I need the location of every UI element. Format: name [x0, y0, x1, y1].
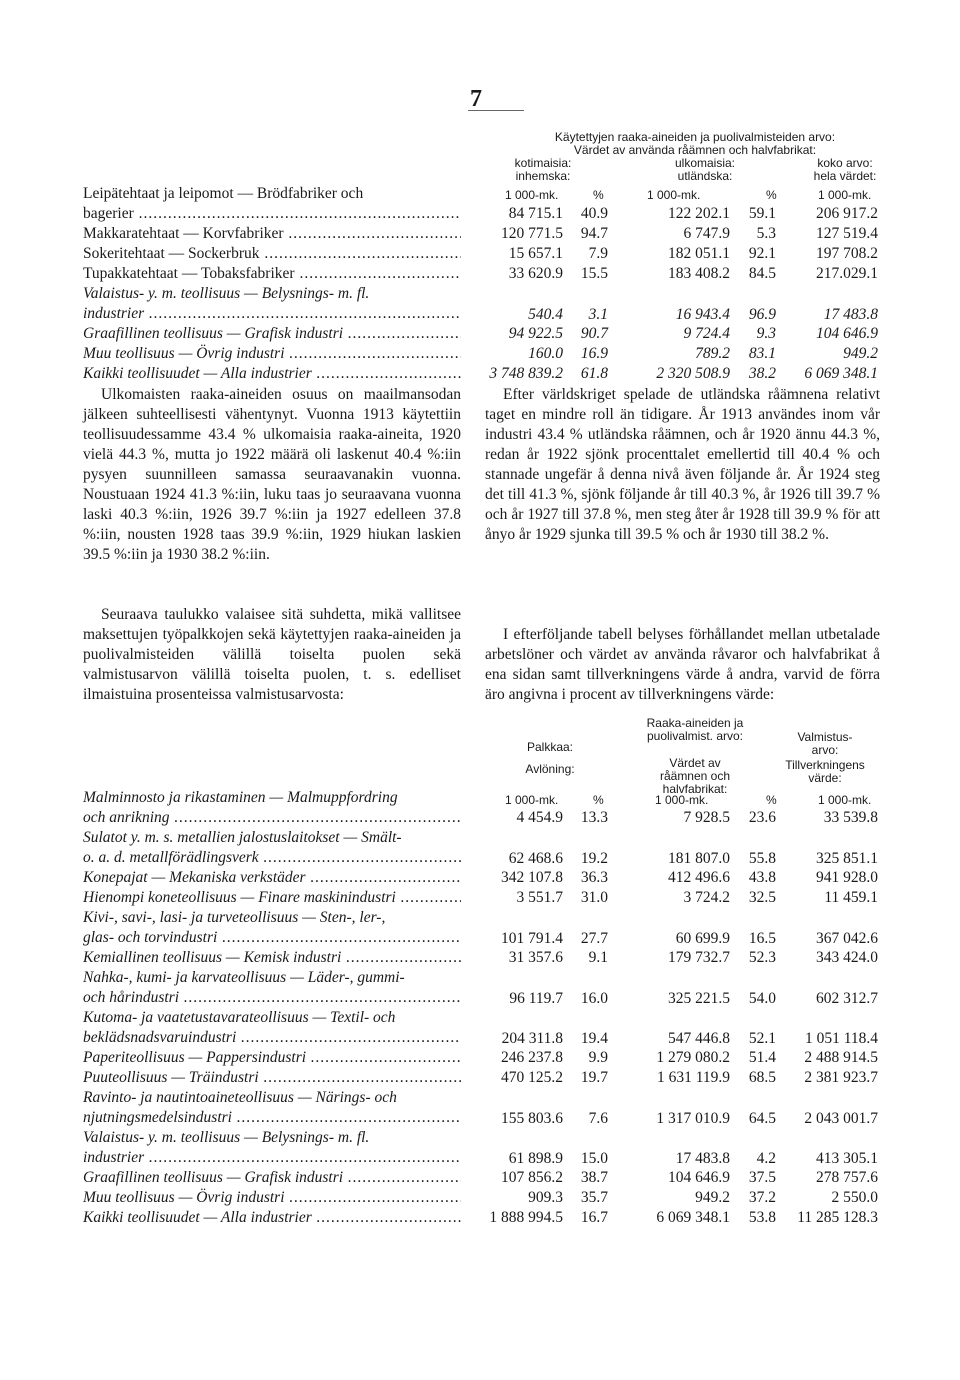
table-row: 33 620.9 15.5 183 408.2 84.5 217.029.1 — [508, 265, 878, 282]
unit-label: % — [593, 188, 604, 202]
table2-row-label: njutningsmedelsindustri ..... — [83, 1108, 461, 1128]
table1-row-label: Graafillinen teollisuus — Grafisk industri ..... — [83, 324, 461, 344]
table2-row-label: Kutoma- ja vaatetustavarateollisuus — Textil- och — [83, 1009, 396, 1026]
table1-row-label: bagerier ..... — [83, 204, 461, 224]
unit-label: % — [766, 188, 777, 202]
unit-label: 1 000-mk. — [818, 188, 872, 202]
table-row: 101 791.4 27.7 60 699.9 16.5 367 042.6 — [501, 930, 878, 947]
table1-col-total-fi: koko arvo: — [817, 156, 873, 170]
table2-row-label: industrier ..... — [83, 1148, 461, 1168]
table-row: 4 454.9 13.3 7 928.5 23.6 33 539.8 — [516, 809, 878, 826]
table2-row-label: Puuteollisuus — Träindustri ..... — [83, 1068, 461, 1088]
table2-col-wages-fi: Palkkaa: — [526, 740, 574, 754]
header-rule — [468, 110, 524, 111]
paragraph-fi-2: Seuraava taulukko valaisee sitä suhdetta, mikä vallitsee maksettujen työpalkkojen sekä käytettyjen raaka-aineiden ja puolivalmisteiden välillä toiselta puolen sekä valmistusarvon välillä toiselta puolen, t. s. edelliset ilmaistuina prosenteissa valmistusarvosta: — [83, 606, 461, 703]
table2-row-label: glas- och torvindustri ..... — [83, 928, 461, 948]
unit-label: 1 000-mk. — [655, 793, 709, 807]
unit-label: 1 000-mk. — [505, 188, 559, 202]
paragraph-fi-1: Ulkomaisten raaka-aineiden osuus on maailmansodan jälkeen suhteellisesti vähentynyt. Vuonna 1913 käytettiin teollisuudessamme 43.4 % ulkomaisia raaka-aineita, 1920 vielä 44.3 %, mutta jo 1922 määrä oli laskenut 40.4 %:iin pysyen suunnilleen samassa seuraavanakin vuonna. Noustuaan 1924 41.3 %:iin, luku taas jo seuraavana vuonna laski 40.3 %:iin, 1926 39.7 %:iin ja 1927 edelleen 37.8 %:iin, nousten 1928 taas 39.9 %:iin, 1929 hiukan laskien 39.5 %:iin ja 1930 38.2 %:iin. — [83, 386, 461, 563]
table-row: 909.3 35.7 949.2 37.2 2 550.0 — [528, 1189, 878, 1206]
table-row: 3 748 839.2 61.8 2 320 508.9 38.2 6 069 348.1 — [489, 365, 878, 382]
table2-row-label: Kemiallinen teollisuus — Kemisk industri ..... — [83, 948, 461, 968]
unit-label: % — [766, 793, 777, 807]
table2-row-label: beklädsnadsvaruindustri ..... — [83, 1028, 461, 1048]
table-row: 31 357.6 9.1 179 732.7 52.3 343 424.0 — [508, 949, 878, 966]
table-row: 15 657.1 7.9 182 051.1 92.1 197 708.2 — [508, 245, 878, 262]
table2-col-output-sv: Tillverkningens värde: — [785, 758, 865, 785]
table-row: 204 311.8 19.4 547 446.8 52.1 1 051 118.4 — [501, 1030, 878, 1047]
table1-labels — [83, 184, 461, 384]
table1-values — [485, 204, 878, 384]
paragraph-sv-1: Efter världskriget spelade de utländska råämnena relativt taget en mindre roll än tidigare. År 1913 användes inom vår industri 43.4 % utländska råämnen, och år 1920 ännu 44.3 %, redan år 1922 sjönk procenttalet emellertid till 40.4 % och stannade ungefär å denna nivå även följande år. År 1924 steg det till 41.3 %, sjönk följande år till 40.3 %, år 1926 till 39.7 % och år 1927 till 37.8 %, men steg åter år 1928 till 39.9 % för att ånyo år 1929 sjunka till 39.5 % och år 1930 till 38.2 %. — [485, 386, 880, 543]
table-row: 1 888 994.5 16.7 6 069 348.1 53.8 11 285 128.3 — [489, 1209, 878, 1226]
table1-row-label: Kaikki teollisuudet — Alla industrier ..... — [83, 364, 461, 384]
table1-col-domestic-sv: inhemska: — [515, 169, 571, 183]
table2-row-label: Graafillinen teollisuus — Grafisk industri ..... — [83, 1168, 461, 1188]
table2-values — [485, 808, 878, 1228]
table1-title-fi: Käytettyjen raaka-aineiden ja puolivalmisteiden arvo: — [554, 130, 836, 144]
unit-label: % — [593, 793, 604, 807]
table2-row-label: Sulatot y. m. s. metallien jalostuslaitokset — Smält- — [83, 829, 402, 846]
unit-label: 1 000-mk. — [818, 793, 872, 807]
table2-col-output-fi: Valmistus-arvo: — [797, 730, 853, 757]
table1-row-label: industrier ..... — [83, 304, 461, 324]
table1-col-foreign-fi: ulkomaisia: — [674, 156, 736, 170]
table-row: 246 237.8 9.9 1 279 080.2 51.4 2 488 914.5 — [501, 1049, 878, 1066]
table2-col-wages-sv: Avlöning: — [525, 762, 575, 776]
table-row: 94 922.5 90.7 9 724.4 9.3 104 646.9 — [508, 325, 878, 342]
table1-row-label: Makkaratehtaat — Korvfabriker ..... — [83, 224, 461, 244]
table1-row-label: Leipätehtaat ja leipomot — Brödfabriker och — [83, 185, 364, 202]
table2-row-label: Valaistus- y. m. teollisuus — Belysnings- m. fl. — [83, 1129, 370, 1146]
table-row: 120 771.5 94.7 6 747.9 5.3 127 519.4 — [501, 225, 878, 242]
table2-col-materials-sv: Värdet av råämnen och halvfabrikat: — [659, 756, 731, 796]
table2-row-label: Muu teollisuus — Övrig industri ..... — [83, 1188, 461, 1208]
table-row: 62 468.6 19.2 181 807.0 55.8 325 851.1 — [508, 850, 878, 867]
table1-col-foreign-sv: utländska: — [677, 169, 733, 183]
table2-row-label: Kaikki teollisuudet — Alla industrier ..... — [83, 1208, 461, 1228]
table1-row-label: Valaistus- y. m. teollisuus — Belysnings- m. fl. — [83, 285, 370, 302]
table1-col-domestic-fi: kotimaisia: — [514, 156, 572, 170]
table2-row-label: och hårindustri ..... — [83, 988, 461, 1008]
paragraph-sv-2: I efterföljande tabell belyses förhållandet mellan utbetalade arbetslöner och värdet av använda råvaror och halvfabrikat å ena sidan samt tillverkningens värde å andra, varvid de förra äro angivna i procent av tillverkningens värde: — [485, 626, 880, 703]
table-row: 3 551.7 31.0 3 724.2 32.5 11 459.1 — [516, 889, 878, 906]
table2-row-label: o. a. d. metallförädlingsverk ..... — [83, 848, 461, 868]
table2-row-label: Hienompi koneteollisuus — Finare maskinindustri ..... — [83, 888, 461, 908]
table-row: 84 715.1 40.9 122 202.1 59.1 206 917.2 — [508, 205, 878, 222]
table1-row-label: Muu teollisuus — Övrig industri ..... — [83, 344, 461, 364]
unit-label: 1 000-mk. — [647, 188, 701, 202]
table-row: 107 856.2 38.7 104 646.9 37.5 278 757.6 — [501, 1169, 878, 1186]
table2-row-label: Konepajat — Mekaniska verkstäder ..... — [83, 868, 461, 888]
table2-labels — [83, 788, 461, 1228]
table-row: 160.0 16.9 789.2 83.1 949.2 — [528, 345, 878, 362]
table1-row-label: Tupakkatehtaat — Tobaksfabriker ..... — [83, 264, 461, 284]
table1-row-label: Sokeritehtaat — Sockerbruk ..... — [83, 244, 461, 264]
table2-row-label: Malminnosto ja rikastaminen — Malmuppfordring — [83, 789, 398, 806]
table1-title-sv: Värdet av använda råämnen och halvfabrikat: — [573, 143, 817, 157]
page-number: 7 — [470, 86, 482, 112]
table2-row-label: Ravinto- ja nautintoaineteollisuus — Närings- och — [83, 1089, 397, 1106]
unit-label: 1 000-mk. — [505, 793, 559, 807]
table-row: 342 107.8 36.3 412 496.6 43.8 941 928.0 — [501, 869, 878, 886]
table1-header — [505, 131, 885, 185]
table-row: 96 119.7 16.0 325 221.5 54.0 602 312.7 — [509, 990, 878, 1007]
table2-row-label: Kivi-, savi-, lasi- ja turveteollisuus — Sten-, ler-, — [83, 909, 386, 926]
table2-col-materials-fi: Raaka-aineiden ja puolivalmist. arvo: — [646, 716, 744, 743]
table-row: 470 125.2 19.7 1 631 119.9 68.5 2 381 923.7 — [501, 1069, 878, 1086]
table2-row-label: Paperiteollisuus — Pappersindustri ..... — [83, 1048, 461, 1068]
table-row: 155 803.6 7.6 1 317 010.9 64.5 2 043 001.7 — [501, 1110, 878, 1127]
table1-col-total-sv: hela värdet: — [813, 169, 877, 183]
table-row: 540.4 3.1 16 943.4 96.9 17 483.8 — [528, 306, 878, 323]
table2-row-label: Nahka-, kumi- ja karvateollisuus — Läder-, gummi- — [83, 969, 405, 986]
table-row: 61 898.9 15.0 17 483.8 4.2 413 305.1 — [508, 1150, 878, 1167]
table2-row-label: och anrikning ..... — [83, 808, 461, 828]
